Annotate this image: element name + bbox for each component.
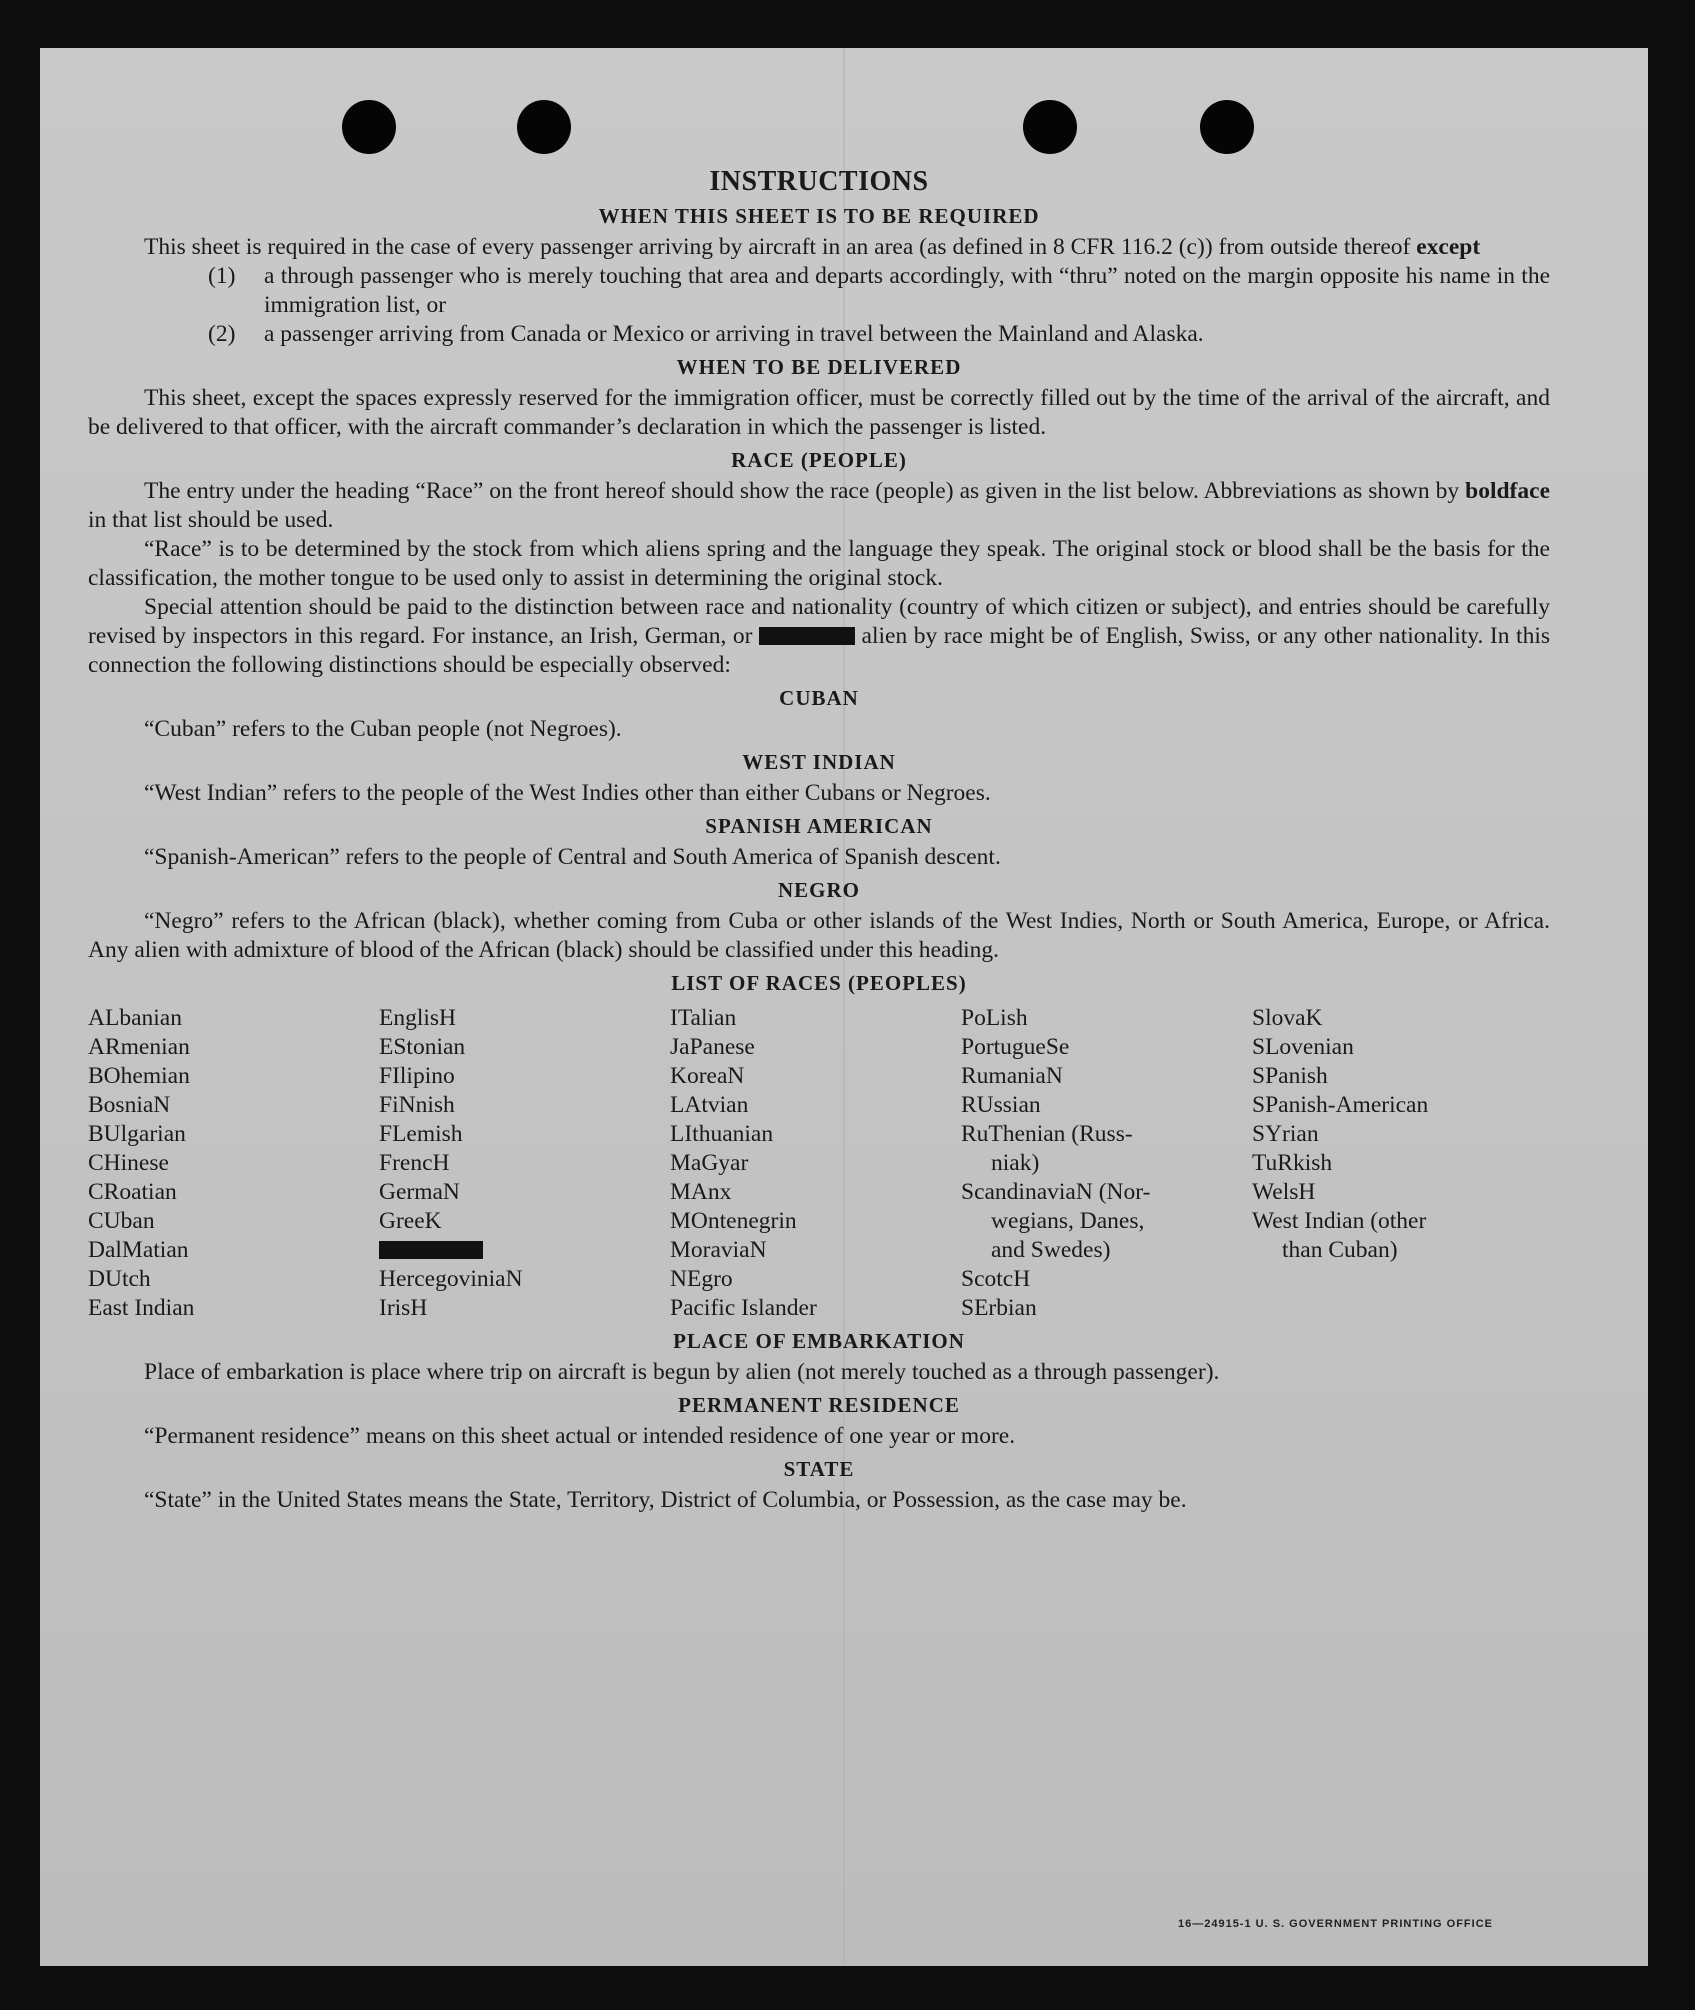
race-entry: HercegoviniaN xyxy=(379,1266,523,1292)
race-entry: WelsH xyxy=(1252,1179,1316,1205)
residence-text: “Permanent residence” means on this sheet actual or intended residence of one year or more. xyxy=(144,1423,1016,1449)
race-entry: IrisH xyxy=(379,1295,428,1321)
race-entry: CUban xyxy=(88,1208,155,1234)
race-entry: NEgro xyxy=(670,1266,733,1292)
heading-spanish-american: SPANISH AMERICAN xyxy=(705,814,933,838)
race-entry: GermaN xyxy=(379,1179,460,1205)
page-title: INSTRUCTIONS xyxy=(709,166,929,197)
race-entry: MOntenegrin xyxy=(670,1208,797,1234)
race-entry: SPanish-American xyxy=(1252,1092,1429,1118)
heading-negro: NEGRO xyxy=(777,878,860,902)
race-entry: SlovaK xyxy=(1252,1005,1323,1031)
race-entry: SLovenian xyxy=(1252,1034,1354,1060)
race-entry: CHinese xyxy=(88,1150,169,1176)
race-paragraph-2: “Race” is to be determined by the stock from which aliens spring and the language they speak. The original stock or blood shall be the basis for the classification, the mother tongue to be used only to assist in determining the original stock. xyxy=(88,536,1550,591)
race-entry: and Swedes) xyxy=(991,1237,1111,1263)
document-sheet xyxy=(40,48,1648,1966)
race-entry: KoreaN xyxy=(670,1063,745,1089)
cuban-text: “Cuban” refers to the Cuban people (not Negroes). xyxy=(144,716,622,742)
race-entry: than Cuban) xyxy=(1282,1237,1398,1263)
heading-embarkation: PLACE OF EMBARKATION xyxy=(673,1329,965,1353)
state-text: “State” in the United States means the State, Territory, District of Columbia, or Possession, as the case may be. xyxy=(144,1487,1187,1513)
race-entry xyxy=(379,1236,670,1265)
race-entry: GreeK xyxy=(379,1208,442,1234)
race-entry: SPanish xyxy=(1252,1063,1328,1089)
spanish-american-text: “Spanish-American” refers to the people of Central and South America of Spanish descent. xyxy=(144,844,1001,870)
race-entry: Pacific Islander xyxy=(670,1295,817,1321)
race-entry: ARmenian xyxy=(88,1034,190,1060)
race-entry: ALbanian xyxy=(88,1005,182,1031)
heading-race: RACE (PEOPLE) xyxy=(731,448,907,472)
race-entry xyxy=(1252,1294,1550,1323)
race-entry: FiNnish xyxy=(379,1092,455,1118)
when-required-intro: This sheet is required in the case of every passenger arriving by aircraft in an area (as defined in 8 CFR 116.2 (c)) from outside thereof except xyxy=(144,234,1481,260)
race-entry: PortugueSe xyxy=(961,1034,1070,1060)
redaction-mark xyxy=(759,627,855,645)
race-entry: DalMatian xyxy=(88,1237,189,1263)
race-entry: LAtvian xyxy=(670,1092,749,1118)
race-entry: RuThenian (Russ- xyxy=(961,1121,1133,1147)
punch-hole xyxy=(342,100,396,154)
races-list xyxy=(88,1004,1550,1323)
race-entry: MoraviaN xyxy=(670,1237,767,1263)
heading-west-indian: WEST INDIAN xyxy=(742,750,896,774)
race-entry: MAnx xyxy=(670,1179,732,1205)
race-entry: PoLish xyxy=(961,1005,1028,1031)
punch-hole xyxy=(1200,100,1254,154)
race-entry xyxy=(1252,1265,1550,1294)
printing-office-footer: 16—24915-1 U. S. GOVERNMENT PRINTING OFFICE xyxy=(1177,1918,1493,1930)
embarkation-text: Place of embarkation is place where trip on aircraft is begun by alien (not merely touched as a through passenger). xyxy=(144,1359,1220,1385)
race-entry: EnglisH xyxy=(379,1005,457,1031)
race-entry: West Indian (other xyxy=(1252,1208,1427,1234)
race-entry: ScandinaviaN (Nor- xyxy=(961,1179,1151,1205)
race-entry: SErbian xyxy=(961,1295,1037,1321)
race-entry: TuRkish xyxy=(1252,1150,1333,1176)
race-entry: ScotcH xyxy=(961,1266,1031,1292)
race-entry: ITalian xyxy=(670,1005,737,1031)
race-entry: JaPanese xyxy=(670,1034,755,1060)
heading-state: STATE xyxy=(783,1457,855,1481)
race-entry: BUlgarian xyxy=(88,1121,186,1147)
heading-list-of-races: LIST OF RACES (PEOPLES) xyxy=(671,971,967,995)
punch-hole xyxy=(1023,100,1077,154)
race-entry: EStonian xyxy=(379,1034,466,1060)
instructions-body xyxy=(88,166,1550,1515)
race-entry: RumaniaN xyxy=(961,1063,1063,1089)
race-entry: MaGyar xyxy=(670,1150,749,1176)
west-indian-text: “West Indian” refers to the people of the West Indies other than either Cubans or Negroes. xyxy=(144,780,991,806)
race-entry: CRoatian xyxy=(88,1179,177,1205)
race-entry: East Indian xyxy=(88,1295,195,1321)
race-entry: SYrian xyxy=(1252,1121,1319,1147)
redaction-mark xyxy=(379,1241,483,1259)
punch-hole xyxy=(517,100,571,154)
heading-permanent-residence: PERMANENT RESIDENCE xyxy=(678,1393,960,1417)
race-entry: niak) xyxy=(991,1150,1040,1176)
race-entry: FrencH xyxy=(379,1150,450,1176)
race-entry: LIthuanian xyxy=(670,1121,774,1147)
exception-item-2: (2) a passenger arriving from Canada or Mexico or arriving in travel between the Mainland and Alaska. xyxy=(208,321,1204,347)
race-paragraph-3: Special attention should be paid to the distinction between race and nationality (country of which citizen or subject), and entries should be carefully revised by inspectors in this regard. For instance, an Irish, German, or alien by race might be of English, Swiss, or any other nationality. In this connection the following distinctions should be especially observed: xyxy=(88,594,1550,678)
race-entry: wegians, Danes, xyxy=(991,1208,1145,1234)
race-entry: BOhemian xyxy=(88,1063,190,1089)
race-entry: FLemish xyxy=(379,1121,463,1147)
race-entry: DUtch xyxy=(88,1266,151,1292)
heading-when-required: WHEN THIS SHEET IS TO BE REQUIRED xyxy=(598,204,1040,228)
heading-cuban: CUBAN xyxy=(779,686,859,710)
race-paragraph-1: The entry under the heading “Race” on the front hereof should show the race (people) as given in the list below. Abbreviations as shown by boldface in that list should be used. xyxy=(88,478,1550,533)
exception-item-1: (1) a through passenger who is merely touching that area and departs accordingly, with “thru” noted on the margin opposite his name in the immigration list, or xyxy=(208,263,1550,318)
when-delivered-text: This sheet, except the spaces expressly reserved for the immigration officer, must be correctly filled out by the time of the arrival of the aircraft, and be delivered to that officer, with the aircraft commander’s declaration in which the passenger is listed. xyxy=(88,385,1550,440)
race-entry: FIlipino xyxy=(379,1063,455,1089)
heading-when-delivered: WHEN TO BE DELIVERED xyxy=(676,355,962,379)
negro-text: “Negro” refers to the African (black), whether coming from Cuba or other islands of the West Indies, North or South America, Europe, or Africa. Any alien with admixture of blood of the African (black) should be classified under this heading. xyxy=(88,908,1550,963)
race-entry: BosniaN xyxy=(88,1092,171,1118)
race-entry: RUssian xyxy=(961,1092,1041,1118)
